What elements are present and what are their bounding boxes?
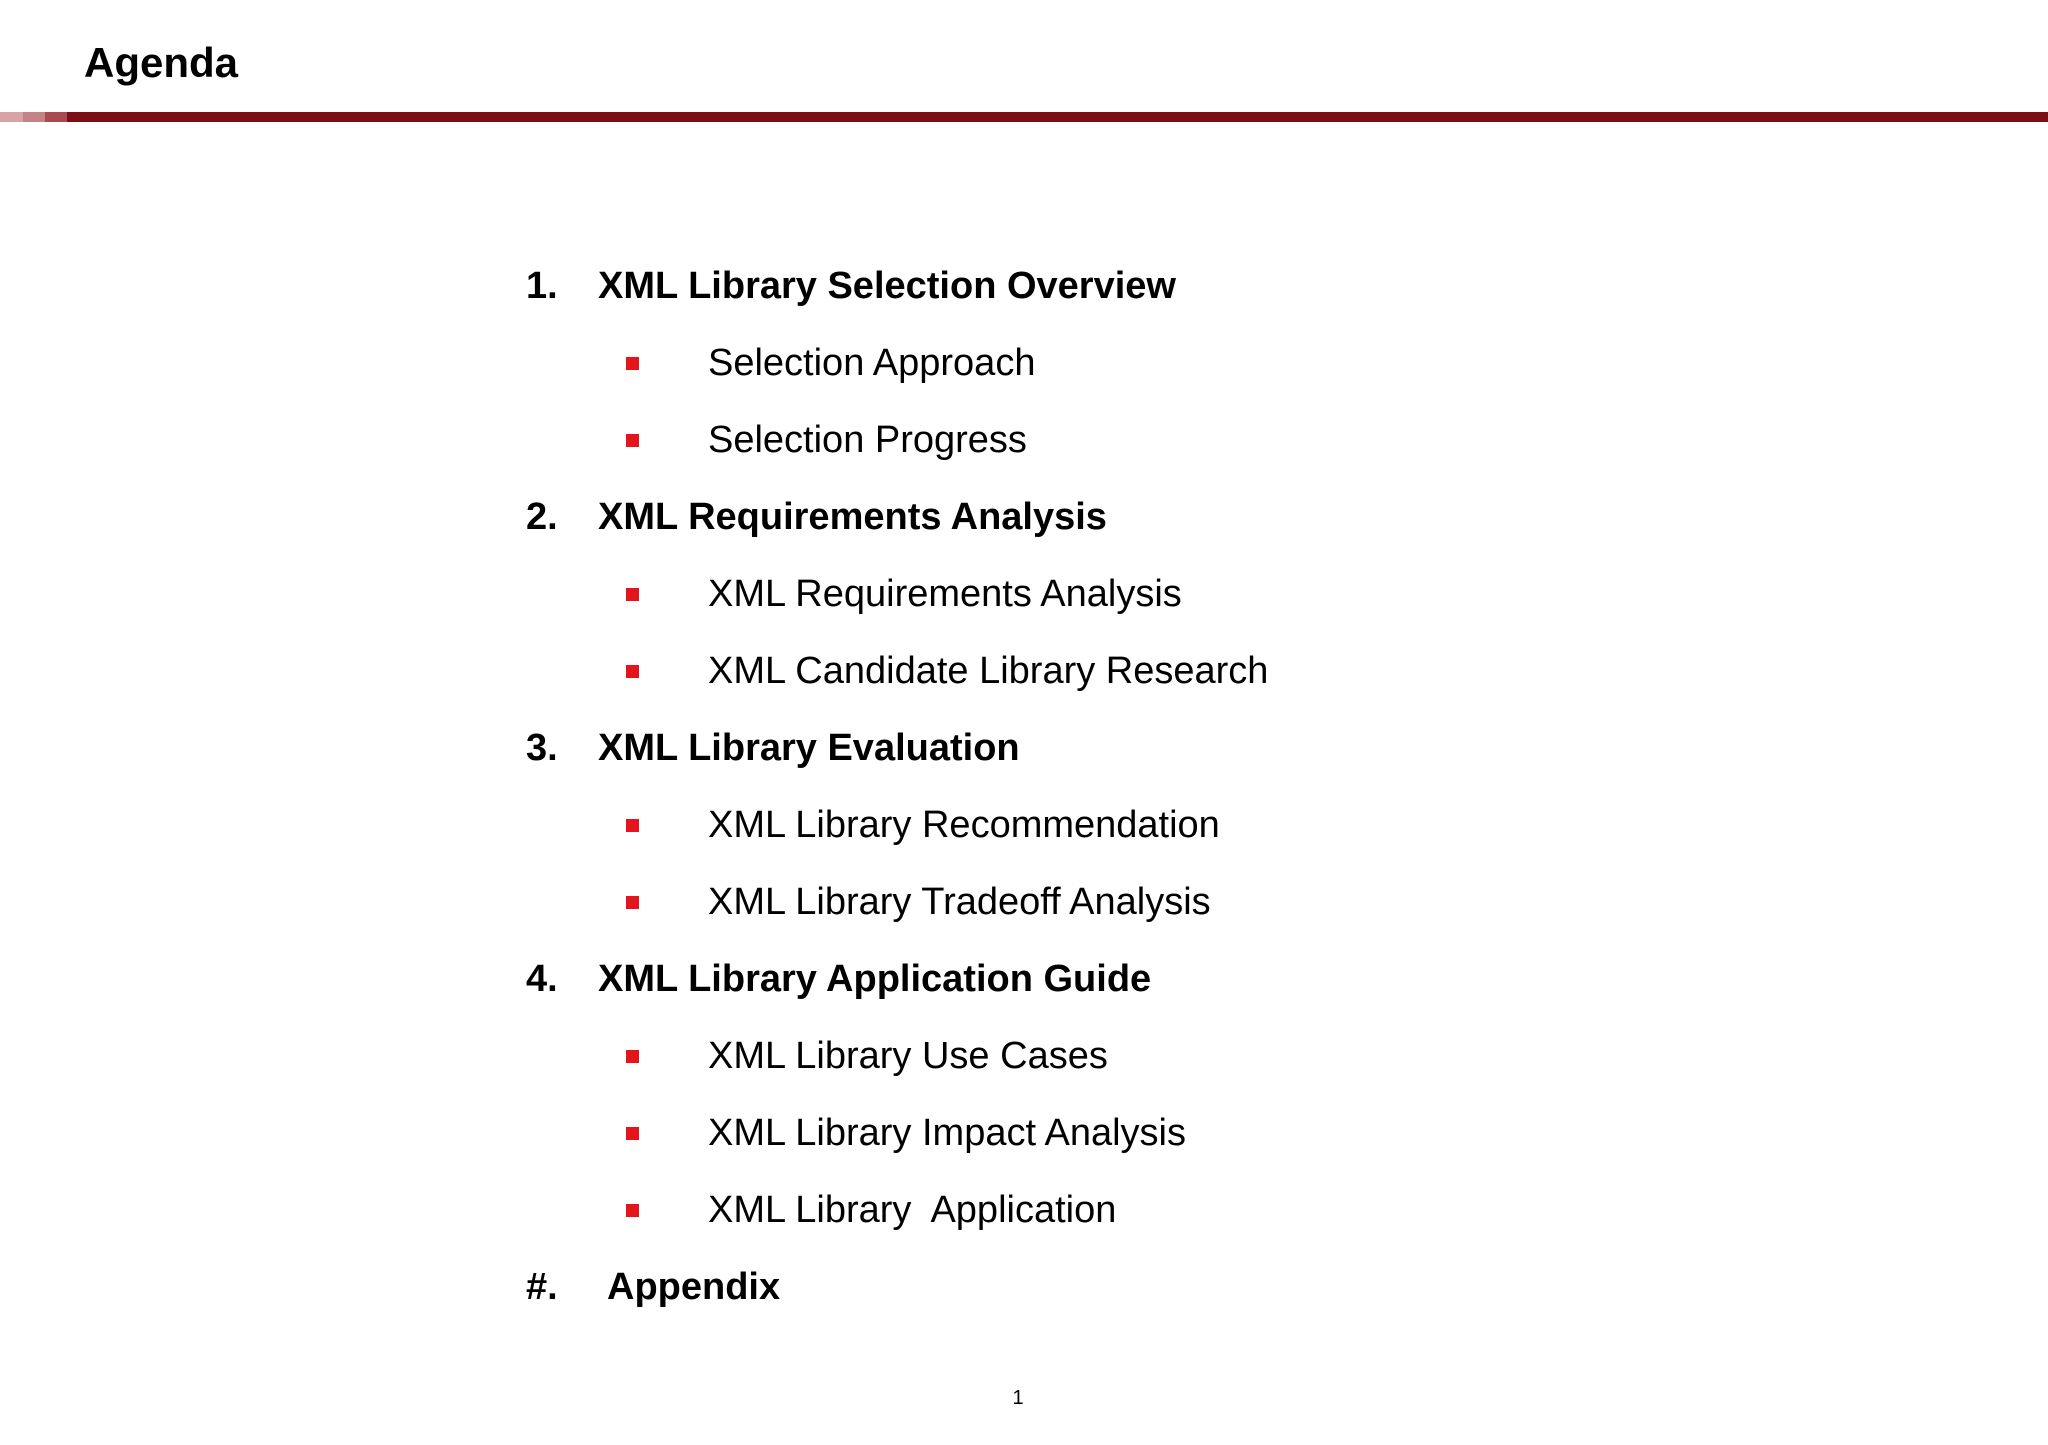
section-title: Appendix xyxy=(607,1266,781,1308)
agenda-section xyxy=(526,248,1626,325)
section-number: 1. xyxy=(526,265,558,307)
subitem-label: XML Candidate Library Research xyxy=(708,650,1269,692)
section-number: 2. xyxy=(526,496,558,538)
rule-segment-light-2 xyxy=(23,112,45,122)
rule-segment-light-1 xyxy=(0,112,23,122)
agenda-section xyxy=(526,1249,1626,1326)
section-number: 3. xyxy=(526,727,558,769)
section-title: XML Library Application Guide xyxy=(598,958,1152,1000)
subitem-label: Selection Approach xyxy=(708,342,1036,384)
square-bullet-icon xyxy=(626,896,639,909)
title-underline xyxy=(0,112,2048,122)
agenda-subitem xyxy=(526,864,1626,941)
square-bullet-icon xyxy=(626,434,639,447)
section-number: 4. xyxy=(526,958,558,1000)
agenda-subitem xyxy=(526,633,1626,710)
subitem-label: XML Requirements Analysis xyxy=(708,573,1182,615)
square-bullet-icon xyxy=(626,1050,639,1063)
rule-segment-light-3 xyxy=(45,112,67,122)
agenda-subitem xyxy=(526,325,1626,402)
square-bullet-icon xyxy=(626,665,639,678)
square-bullet-icon xyxy=(626,1204,639,1217)
square-bullet-icon xyxy=(626,357,639,370)
agenda-subitem xyxy=(526,556,1626,633)
agenda-list xyxy=(526,248,1626,1326)
subitem-label: XML Library Application xyxy=(708,1189,1117,1231)
subitem-label: XML Library Recommendation xyxy=(708,804,1220,846)
section-number: #. xyxy=(526,1266,558,1308)
agenda-subitem xyxy=(526,402,1626,479)
page-number: 1 xyxy=(1012,1387,1024,1409)
square-bullet-icon xyxy=(626,588,639,601)
section-title: XML Library Evaluation xyxy=(598,727,1020,769)
agenda-section xyxy=(526,941,1626,1018)
subitem-label: Selection Progress xyxy=(708,419,1027,461)
agenda-section xyxy=(526,710,1626,787)
agenda-subitem xyxy=(526,1172,1626,1249)
square-bullet-icon xyxy=(626,1127,639,1140)
square-bullet-icon xyxy=(626,819,639,832)
section-title: XML Library Selection Overview xyxy=(598,265,1176,307)
section-title: XML Requirements Analysis xyxy=(598,496,1107,538)
subitem-label: XML Library Use Cases xyxy=(708,1035,1108,1077)
subitem-label: XML Library Tradeoff Analysis xyxy=(708,881,1211,923)
agenda-subitem xyxy=(526,787,1626,864)
agenda-section xyxy=(526,479,1626,556)
subitem-label: XML Library Impact Analysis xyxy=(708,1112,1186,1154)
rule-segment-main xyxy=(67,112,2048,122)
slide-title: Agenda xyxy=(84,39,239,86)
agenda-subitem xyxy=(526,1018,1626,1095)
agenda-subitem xyxy=(526,1095,1626,1172)
